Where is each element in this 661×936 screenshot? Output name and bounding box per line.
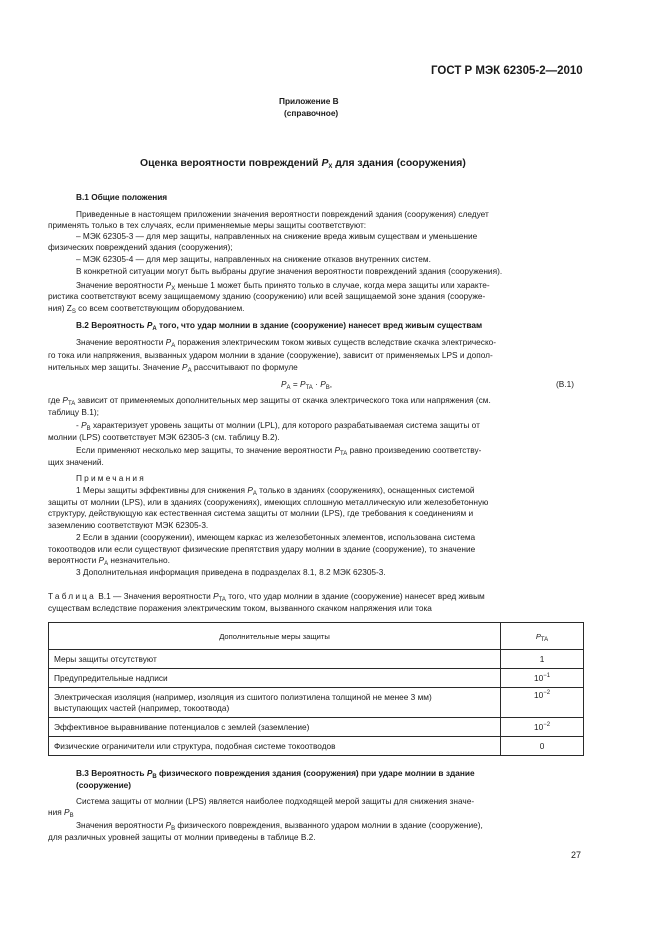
table-cell: Физические ограничители или структура, подобная системе токоотводов xyxy=(49,737,501,756)
table-b1 xyxy=(48,622,584,756)
formula-number: (В.1) xyxy=(556,379,574,389)
table-cell: $10^{-2}$ xyxy=(501,688,584,718)
table-row xyxy=(49,650,584,669)
paragraph-line: где $P_{TA}$ зависит от применяемых дополнительных мер защиты от скачка электрического тока или напряжения (см. xyxy=(48,395,491,407)
list-item-line: физических повреждений здания (сооружения); xyxy=(48,242,233,252)
paragraph-line: ристика соответствуют всему защищаемому зданию (сооружению) или всей защищаемой зоне здания (сооруже- xyxy=(48,291,486,301)
section-b3-heading: В.3 Вероятность $P_B$ физического повреждения здания (сооружения) при ударе молнии в здание xyxy=(76,768,475,780)
paragraph-line: для различных уровней защиты от молнии приведены в таблице В.2. xyxy=(48,832,316,842)
section-b2-heading: В.2 Вероятность $P_A$ того, что удар молнии в здание (сооружение) нанесет вред живым существам xyxy=(76,320,483,332)
list-item-line: – МЭК 62305-3 — для мер защиты, направленных на снижение вреда живым существам и уменьшение xyxy=(76,231,478,241)
note-line: 2 Если в здании (сооружении), имеющем каркас из железобетонных элементов, использована система xyxy=(76,532,476,542)
note-line: токоотводов или если существуют физические препятствия удару молнии в здание (сооружение), то значение xyxy=(48,544,476,554)
note-line: вероятности $P_A$ незначительно. xyxy=(48,555,170,567)
table-cell: $10^{-2}$ xyxy=(501,718,584,737)
column-header: $P_{TA}$ xyxy=(501,623,584,650)
table-cell: 0 xyxy=(501,737,584,756)
note-line: 3 Дополнительная информация приведена в подразделах 8.1, 8.2 МЭК 62305-3. xyxy=(76,567,386,577)
table-row xyxy=(49,669,584,688)
page-number: 27 xyxy=(571,850,582,860)
formula-b1: $P_A = P_{TA} \cdot P_B$, xyxy=(281,379,333,391)
appendix-title: Оценка вероятности повреждений $P_X$ для здания (сооружения) xyxy=(140,158,466,170)
appendix-label: Приложение В xyxy=(279,96,339,106)
paragraph-line: ния) $Z_S$ со всем соответствующим оборудованием. xyxy=(48,303,245,315)
paragraph-line: таблицу В.1); xyxy=(48,407,99,417)
note-line: защиты от молнии (LPS), или в зданиях (сооружениях), имеющих сплошную металлическую или железобетонную xyxy=(48,497,489,507)
table-caption: Таблица В.1 — Значения вероятности $P_{TA}$ того, что удар молнии в здание (сооружение) нанесет вред живым xyxy=(48,591,485,603)
paragraph-line: Если применяют несколько мер защиты, то значение вероятности $P_{TA}$ равно произведению соответству- xyxy=(76,445,482,457)
paragraph-line: молнии (LPS) соответствует МЭК 62305-3 (см. таблицу В.2). xyxy=(48,432,280,442)
paragraph-line: Значения вероятности $P_B$ физического повреждения, вызванного ударом молнии в здание (сооружение), xyxy=(76,820,483,832)
paragraph-line: ния $P_B$ xyxy=(48,807,74,819)
table-row xyxy=(49,688,584,718)
paragraph-line: применять только в тех случаях, если применяемые меры защиты соответствуют: xyxy=(48,220,367,230)
table-header-row xyxy=(49,623,584,650)
note-line: 1 Меры защиты эффективны для снижения $P_A$ только в зданиях (сооружениях), оснащенных системой xyxy=(76,485,475,497)
notes-heading: Примечания xyxy=(76,473,146,483)
section-b3-heading-cont: (сооружение) xyxy=(76,780,132,790)
paragraph-line: Значение вероятности $P_X$ меньше 1 может быть принято только в случае, когда мера защиты или характе- xyxy=(76,280,490,292)
column-header: Дополнительные меры защиты xyxy=(49,623,501,650)
table-caption: существам вследствие поражения электрическим током, вызванного скачком напряжения или тока xyxy=(48,603,432,613)
paragraph-line: В конкретной ситуации могут быть выбраны другие значения вероятности повреждений здания (сооружения). xyxy=(76,266,503,276)
paragraph-line: го тока или напряжения, вызванных ударом молнии в здание (сооружение), зависит от применяемых LPS и допол- xyxy=(48,350,493,360)
table-cell: Предупредительные надписи xyxy=(49,669,501,688)
paragraph-line: Система защиты от молнии (LPS) является наиболее подходящей мерой защиты для снижения значе- xyxy=(76,796,475,806)
table-cell: Электрическая изоляция (например, изоляция из сшитого полиэтилена толщиной не менее 3 мм) выступающих частей (например, токоотвода) xyxy=(49,688,501,718)
section-b1-heading: В.1 Общие положения xyxy=(76,192,168,202)
table-row xyxy=(49,718,584,737)
table-cell: $10^{-1}$ xyxy=(501,669,584,688)
paragraph-line: Значение вероятности $P_A$ поражения электрическим током живых существ вследствие скачка электрическо- xyxy=(76,337,497,349)
list-item-line: – МЭК 62305-4 — для мер защиты, направленных на снижение отказов внутренних систем. xyxy=(76,254,431,264)
table-cell: 1 xyxy=(501,650,584,669)
paragraph-line: нительных мер защиты. Значение $P_A$ рассчитывают по формуле xyxy=(48,362,298,374)
table-cell: Эффективное выравнивание потенциалов с землей (заземление) xyxy=(49,718,501,737)
note-line: заземлению соответствуют МЭК 62305-3. xyxy=(48,520,209,530)
appendix-kind: (справочное) xyxy=(284,108,339,118)
paragraph-line: щих значений. xyxy=(48,457,104,467)
table-cell: Меры защиты отсутствуют xyxy=(49,650,501,669)
paragraph-line: - $P_B$ характеризует уровень защиты от молнии (LPL), для которого разрабатываемая система защиты от xyxy=(76,420,480,432)
note-line: структуру, действующую как естественная система защиты от молнии (LPS), где требования к соединениям и xyxy=(48,508,474,518)
standard-designation: ГОСТ Р МЭК 62305-2—2010 xyxy=(431,65,583,77)
table-row xyxy=(49,737,584,756)
paragraph-line: Приведенные в настоящем приложении значения вероятности повреждений здания (сооружения) следует xyxy=(76,209,489,219)
